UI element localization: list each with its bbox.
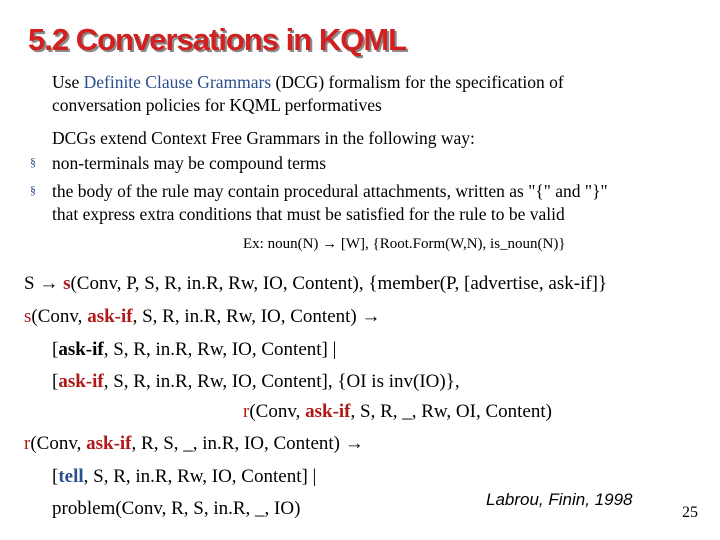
bullet-2-text: the body of the rule may contain procedural attachments, written as "{" and "}" [52, 181, 608, 201]
rule-5-functor: r [243, 401, 250, 422]
intro-pre: Use [52, 72, 84, 92]
rule-2-body: , S, R, in.R, Rw, IO, Content) → [132, 306, 381, 327]
rule-3-performative: ask-if [58, 339, 104, 360]
page-number: 25 [682, 504, 698, 521]
rule-3-open: [ [52, 339, 59, 360]
bullet-1-text: non-terminals may be compound terms [52, 153, 327, 173]
rule-4-performative: ask-if [58, 371, 104, 392]
bullet-2-text-line2: that express extra conditions that must be satisfied for the rule to be valid [52, 204, 565, 224]
rule-5 [243, 400, 552, 424]
rule-5-performative: ask-if [305, 401, 351, 422]
rule-6-performative: ask-if [86, 433, 132, 454]
intro-paragraph [52, 71, 564, 93]
rule-6-body: , R, S, _, in.R, IO, Content) → [131, 433, 364, 454]
bullet-icon: § [30, 155, 36, 169]
rule-7-open: [ [52, 466, 59, 487]
rule-2-open: (Conv, [31, 306, 88, 327]
rule-4-open: [ [52, 371, 59, 392]
example-line: Ex: noun(N) → [W], {Root.Form(W,N), is_noun(N)} [243, 236, 566, 252]
rule-4 [52, 370, 460, 394]
intro-post: (DCG) formalism for the specification of [271, 72, 564, 92]
rule-7 [52, 465, 316, 489]
rule-7-performative: tell [58, 466, 84, 487]
rule-2-performative: ask-if [87, 306, 133, 327]
rule-5-body: , S, R, _, Rw, OI, Content) [350, 401, 552, 422]
rule-2 [24, 305, 380, 329]
citation: Labrou, Finin, 1998 [486, 490, 633, 509]
intro-paragraph-line2: conversation policies for KQML performatives [52, 95, 382, 115]
bullet-icon: § [30, 183, 36, 197]
rule-7-body: , S, R, in.R, Rw, IO, Content] | [83, 466, 317, 487]
slide-title: 5.2 Conversations in KQML [28, 22, 407, 57]
rule-6-functor: r [24, 433, 31, 454]
rule-5-open: (Conv, [249, 401, 306, 422]
rule-1-functor: s [63, 273, 71, 294]
dcg-paragraph: DCGs extend Context Free Grammars in the following way: [52, 128, 475, 148]
intro-emphasis: Definite Clause Grammars [83, 72, 272, 92]
rule-3 [52, 338, 336, 362]
rule-3-body: , S, R, in.R, Rw, IO, Content] | [103, 339, 337, 360]
rule-1-head: S → [24, 273, 64, 294]
rule-6-open: (Conv, [30, 433, 87, 454]
rule-4-body: , S, R, in.R, Rw, IO, Content], {OI is inv(IO)}, [103, 371, 460, 392]
rule-1 [24, 272, 607, 296]
rule-2-functor: s [24, 306, 32, 327]
rule-6 [24, 432, 364, 456]
rule-8: problem(Conv, R, S, in.R, _, IO) [52, 498, 301, 519]
rule-1-body: (Conv, P, S, R, in.R, Rw, IO, Content), {member(P, [advertise, ask-if]} [70, 273, 608, 294]
